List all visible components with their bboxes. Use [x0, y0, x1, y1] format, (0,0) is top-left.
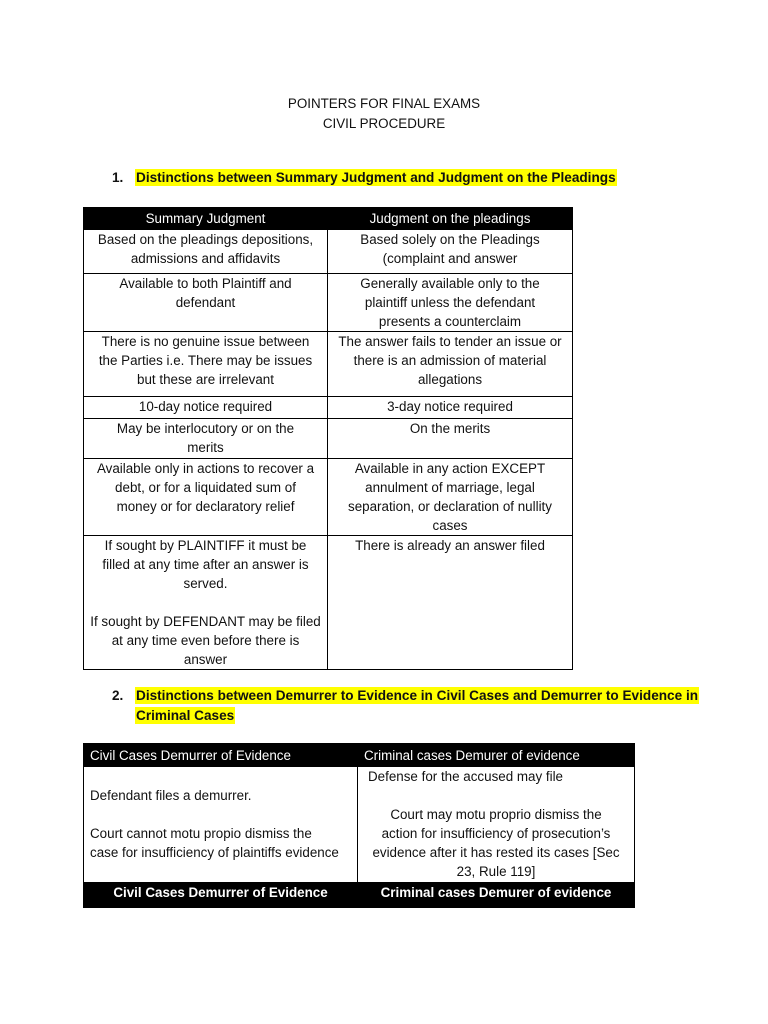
table-row	[84, 274, 573, 332]
cell-line: there is an admission of material	[353, 353, 547, 368]
table-footer-row	[84, 883, 635, 908]
cell-line: Available to both Plaintiff and	[119, 276, 292, 291]
table-cell	[328, 536, 573, 670]
table-row	[84, 459, 573, 536]
cell-spacer	[88, 593, 323, 612]
table-cell	[84, 459, 328, 536]
table-cell-civil	[84, 767, 358, 883]
table-cell	[328, 419, 573, 459]
section-2-title-line1: Distinctions between Demurrer to Evidence in Civil Cases and Demurrer to Evidence in	[136, 688, 699, 703]
cell-line: Generally available only to the	[360, 276, 540, 291]
section-1-number: 1.	[112, 170, 124, 185]
cell-line: Based on the pleadings depositions,	[97, 232, 314, 247]
cell-line: Defendant files a demurrer.	[90, 788, 252, 803]
summary-vs-pleadings-table	[83, 207, 573, 670]
table-row	[84, 767, 635, 883]
table-cell	[84, 274, 328, 332]
section-2-heading-cont	[135, 706, 235, 726]
column-header-summary-judgment: Summary Judgment	[84, 208, 328, 230]
cell-line: Available in any action EXCEPT	[354, 461, 546, 476]
column-header-civil: Civil Cases Demurrer of Evidence	[84, 744, 358, 767]
table-row	[84, 332, 573, 397]
cell-line: (complaint and answer	[382, 251, 518, 266]
table-cell	[84, 230, 328, 274]
cell-line: Available only in actions to recover a	[96, 461, 315, 476]
table-cell	[328, 332, 573, 397]
cell-line: action for insufficiency of prosecution’s	[381, 826, 611, 841]
table-cell	[328, 397, 573, 419]
table-cell	[328, 459, 573, 536]
footer-cell-civil: Civil Cases Demurrer of Evidence	[84, 883, 358, 908]
cell-line: debt, or for a liquidated sum of	[115, 480, 296, 495]
table-cell	[84, 419, 328, 459]
section-2-heading	[112, 686, 699, 706]
cell-line: If sought by PLAINTIFF it must be	[104, 538, 307, 553]
table-cell	[328, 274, 573, 332]
footer-cell-criminal: Criminal cases Demurer of evidence	[358, 883, 635, 908]
table-row	[84, 419, 573, 459]
cell-line: May be interlocutory or on the	[116, 421, 295, 436]
column-header-judgment-on-pleadings: Judgment on the pleadings	[328, 208, 573, 230]
cell-line: separation, or declaration of nullity	[348, 499, 552, 514]
column-header-criminal: Criminal cases Demurer of evidence	[358, 744, 635, 767]
cell-line: answer	[183, 652, 228, 667]
cell-line: defendant	[175, 295, 236, 310]
table-cell	[328, 230, 573, 274]
cell-line: There is already an answer filed	[355, 538, 545, 553]
cell-line: Court may motu proprio dismiss the	[390, 807, 602, 822]
table-cell	[84, 536, 328, 670]
cell-line: Defense for the accused may file	[368, 769, 564, 784]
cell-line: plaintiff unless the defendant	[364, 295, 536, 310]
cell-line: 23, Rule 119]	[456, 864, 536, 879]
cell-line: cases	[432, 518, 468, 533]
cell-line: presents a counterclaim	[378, 314, 522, 329]
cell-line: filled at any time after an answer is	[102, 557, 309, 572]
table-header-row	[84, 744, 635, 767]
document-subtitle: CIVIL PROCEDURE	[322, 116, 446, 131]
section-2-number: 2.	[112, 688, 124, 703]
cell-line: The answer fails to tender an issue or	[338, 334, 562, 349]
document-title: POINTERS FOR FINAL EXAMS	[287, 96, 481, 111]
cell-line: the Parties i.e. There may be issues	[98, 353, 313, 368]
cell-line: There is no genuine issue between	[101, 334, 310, 349]
cell-line: If sought by DEFENDANT may be filed	[90, 614, 321, 629]
table-header-row	[84, 208, 573, 230]
cell-line: money or for declaratory relief	[116, 499, 295, 514]
table-cell	[84, 397, 328, 419]
cell-line: On the merits	[409, 421, 491, 436]
cell-line: evidence after it has rested its cases [Sec	[372, 845, 620, 860]
cell-line: 3-day notice required	[387, 399, 513, 414]
table-row	[84, 536, 573, 670]
section-1-title: Distinctions between Summary Judgment and Judgment on the Pleadings	[136, 170, 616, 185]
table-cell	[84, 332, 328, 397]
cell-line: at any time even before there is	[111, 633, 300, 648]
cell-spacer	[90, 767, 353, 786]
cell-line: served.	[183, 576, 228, 591]
cell-line: annulment of marriage, legal	[365, 480, 535, 495]
cell-line: 10-day notice required	[138, 399, 273, 414]
section-1-heading	[112, 168, 617, 188]
cell-line: allegations	[417, 372, 483, 387]
cell-line: Based solely on the Pleadings	[360, 232, 540, 247]
table-cell-criminal	[358, 767, 635, 883]
cell-line: merits	[187, 440, 224, 455]
cell-spacer	[90, 805, 353, 824]
cell-line: case for insufficiency of plaintiffs evidence	[90, 845, 339, 860]
cell-line: Court cannot motu propio dismiss the	[90, 826, 312, 841]
cell-line: but these are irrelevant	[137, 372, 274, 387]
table-row	[84, 230, 573, 274]
cell-line: admissions and affidavits	[130, 251, 281, 266]
table-row	[84, 397, 573, 419]
section-2-title-line2: Criminal Cases	[136, 708, 235, 723]
demurrer-table	[83, 743, 635, 908]
